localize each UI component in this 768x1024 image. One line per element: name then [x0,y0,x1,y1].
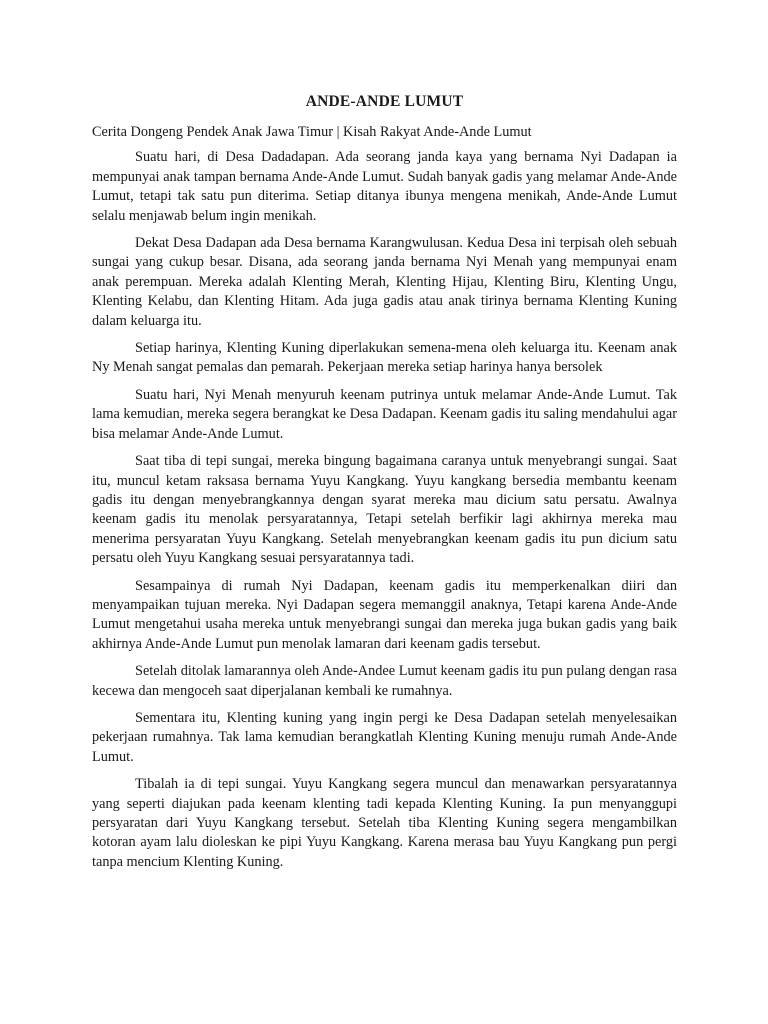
paragraph: Sementara itu, Klenting kuning yang ingin pergi ke Desa Dadapan setelah menyelesaikan pekerjaan rumahnya. Tak lama kemudian berangkatlah Klenting Kuning menuju rumah Ande-Ande Lumut. [92,709,677,765]
paragraph: Tibalah ia di tepi sungai. Yuyu Kangkang segera muncul dan menawarkan persyaratannya yang seperti diajukan pada keenam klenting tadi kepada Klenting Kuning. Ia pun menyanggupi persyaratan dari Yuyu Kangkang tersebut. Setelah tiba Klenting Kuning segera mengambilkan kotoran ayam lalu dioleskan ke pipi Yuyu Kangkang. Karena merasa bau Yuyu Kangkang pun pergi tanpa mencium Klenting Kuning. [92,776,677,870]
document-page [92,92,677,880]
paragraph: Suatu hari, Nyi Menah menyuruh keenam putrinya untuk melamar Ande-Ande Lumut. Tak lama kemudian, mereka segera berangkat ke Desa Dadapan. Keenam gadis itu saling mendahului agar bisa melamar Ande-Ande Lumut. [92,386,677,442]
paragraph: Saat tiba di tepi sungai, mereka bingung bagaimana caranya untuk menyebrangi sungai. Saat itu, muncul ketam raksasa bernama Yuyu Kangkang. Yuyu kangkang bersedia membantu keenam gadis itu dengan menyebrangkannya dengan syarat mereka mau dicium satu persatu. Awalnya keenam gadis itu menolak persyaratannya, Tetapi setelah berfikir lagi akhirnya mereka mau menerima persyaratan Yuyu Kangkang. Setelah menyebrangkan keenam gadis itu pun dicium satu persatu oleh Yuyu Kangkang sesuai persyaratannya tadi. [92,453,677,567]
document-subtitle: Cerita Dongeng Pendek Anak Jawa Timur | Kisah Rakyat Ande-Ande Lumut [92,124,532,140]
paragraph: Suatu hari, di Desa Dadadapan. Ada seorang janda kaya yang bernama Nyi Dadapan ia mempunyai anak tampan bernama Ande-Ande Lumut. Sudah banyak gadis yang melamar Ande-Ande Lumut, tetapi tak satu pun diterima. Setiap ditanya ibunya mengena menikah, Ande-Ande Lumut selalu menjawab belum ingin menikah. [92,149,677,224]
document-title: ANDE-ANDE LUMUT [305,93,464,110]
paragraph: Setelah ditolak lamarannya oleh Ande-Andee Lumut keenam gadis itu pun pulang dengan rasa kecewa dan mengoceh saat diperjalanan kembali ke rumahnya. [92,663,677,699]
paragraph: Setiap harinya, Klenting Kuning diperlakukan semena-mena oleh keluarga itu. Keenam anak Ny Menah sangat pemalas dan pemarah. Pekerjaan mereka setiap harinya hanya bersolek [92,340,677,376]
paragraph: Sesampainya di rumah Nyi Dadapan, keenam gadis itu memperkenalkan diiri dan menyampaikan tujuan mereka. Nyi Dadapan segera memanggil anaknya, Tetapi karena Ande-Ande Lumut mengetahui usaha mereka untuk menyebrangi sungai dan mereka juga bukan gadis yang baik akhirnya Ande-Ande Lumut pun menolak lamaran dari keenam gadis tersebut. [92,577,677,652]
paragraph: Dekat Desa Dadapan ada Desa bernama Karangwulusan. Kedua Desa ini terpisah oleh sebuah sungai yang cukup besar. Disana, ada seorang janda bernama Nyi Menah yang mempunyai enam anak perempuan. Mereka adalah Klenting Merah, Klenting Hijau, Klenting Biru, Klenting Ungu, Klenting Kelabu, dan Klenting Hitam. Ada juga gadis atau anak tirinya bernama Klenting Kuning dalam keluarga itu. [92,235,677,329]
